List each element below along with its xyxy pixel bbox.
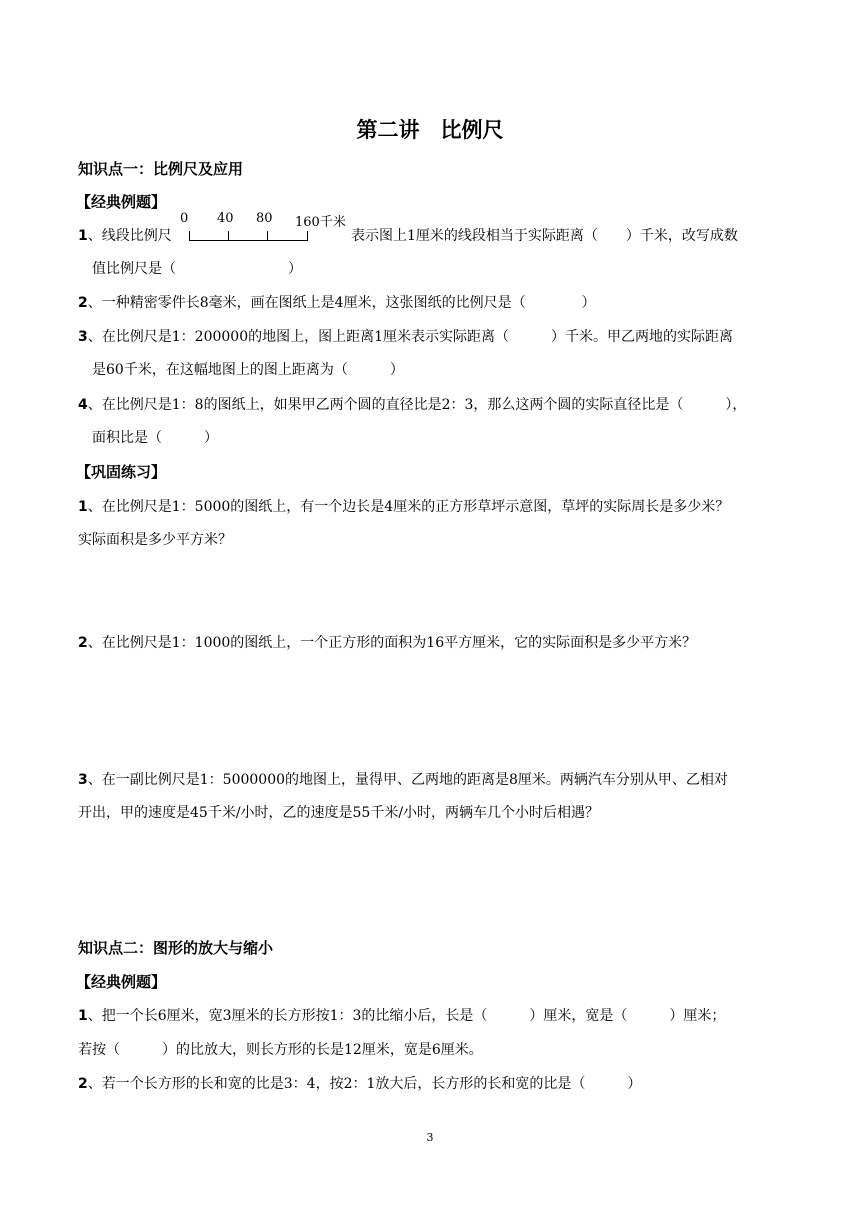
example-3-text: 、在比例尺是1：200000的地图上，图上距离1厘米表示实际距离（ ）千米。甲乙两地的实际距离 [87, 329, 734, 345]
section-1-examples-heading: 【经典例题】 [76, 193, 167, 211]
practice-2-line [78, 633, 696, 653]
scale-tick [189, 231, 190, 241]
practice-1-number: 1 [78, 499, 88, 515]
practice-heading: 【巩固练习】 [76, 463, 167, 481]
s2-example-1-line [78, 1006, 725, 1026]
example-2-text: 、一种精密零件长8毫米，画在图纸上是4厘米，这张图纸的比例尺是（ ） [87, 295, 596, 311]
practice-3-number: 3 [78, 772, 88, 788]
scale-label-0: 0 [180, 211, 189, 226]
practice-1-line [78, 497, 729, 517]
example-1-number: 1 [78, 228, 88, 244]
example-3-line [78, 327, 733, 347]
section-1-heading: 知识点一：比例尺及应用 [78, 160, 244, 178]
scale-tick [307, 231, 308, 241]
example-4-text: 、在比例尺是1：8的图纸上，如果甲乙两个圆的直径比是2：3，那么这两个圆的实际直径比是（ ）， [87, 397, 747, 413]
example-3-continuation: 是60千米，在这幅地图上的图上距离为（ ） [92, 362, 404, 378]
section-2-heading: 知识点二：图形的放大与缩小 [78, 939, 274, 957]
practice-3-text: 、在一副比例尺是1：5000000的地图上，量得甲、乙两地的距离是8厘米。两辆汽车分别从甲、乙相对 [87, 772, 728, 788]
example-4-continuation: 面积比是（ ） [92, 430, 218, 446]
practice-3-line [78, 770, 728, 790]
section-2-examples-heading: 【经典例题】 [76, 973, 167, 991]
scale-tick [228, 231, 229, 241]
s2-example-1-continuation: 若按（ ）的比放大，则长方形的长是12厘米，宽是6厘米。 [78, 1042, 483, 1058]
example-2-line [78, 293, 596, 313]
scale-label-80: 80 [256, 211, 273, 226]
example-4-line [78, 395, 746, 415]
example-1-continuation: 值比例尺是（ ） [92, 261, 302, 277]
page-number: 3 [426, 1131, 434, 1144]
scale-bar [189, 240, 308, 241]
page-title: 第二讲 比例尺 [356, 118, 504, 142]
scale-label-40: 40 [217, 211, 234, 226]
practice-3-continuation: 开出，甲的速度是45千米/小时，乙的速度是55千米/小时，两辆车几个小时后相遇？ [78, 805, 600, 821]
example-1-prefix: 、线段比例尺 [87, 228, 172, 244]
example-2-number: 2 [78, 295, 88, 311]
practice-2-number: 2 [78, 635, 88, 651]
s2-example-2-line [78, 1074, 641, 1094]
scale-tick [267, 231, 268, 241]
practice-1-text: 、在比例尺是1：5000的图纸上，有一个边长是4厘米的正方形草坪示意图，草坪的实际周长是多少米？ [87, 499, 730, 515]
s2-example-1-number: 1 [78, 1008, 88, 1024]
scale-label-160: 160千米 [295, 215, 346, 230]
example-4-number: 4 [78, 397, 88, 413]
example-1-line [78, 226, 172, 246]
example-1-text: 表示图上1厘米的线段相当于实际距离（ ）千米，改写成数 [351, 228, 738, 244]
s2-example-2-number: 2 [78, 1076, 88, 1092]
s2-example-1-text: 、把一个长6厘米，宽3厘米的长方形按1：3的比缩小后，长是（ ）厘米，宽是（ ）厘米； [87, 1008, 726, 1024]
line-segment-scale [174, 211, 359, 247]
example-3-number: 3 [78, 329, 88, 345]
practice-1-continuation: 实际面积是多少平方米？ [78, 532, 232, 548]
practice-2-text: 、在比例尺是1：1000的图纸上，一个正方形的面积为16平方厘米，它的实际面积是多少平方米？ [87, 635, 697, 651]
s2-example-2-text: 、若一个长方形的长和宽的比是3：4，按2：1放大后，长方形的长和宽的比是（ ） [87, 1076, 642, 1092]
